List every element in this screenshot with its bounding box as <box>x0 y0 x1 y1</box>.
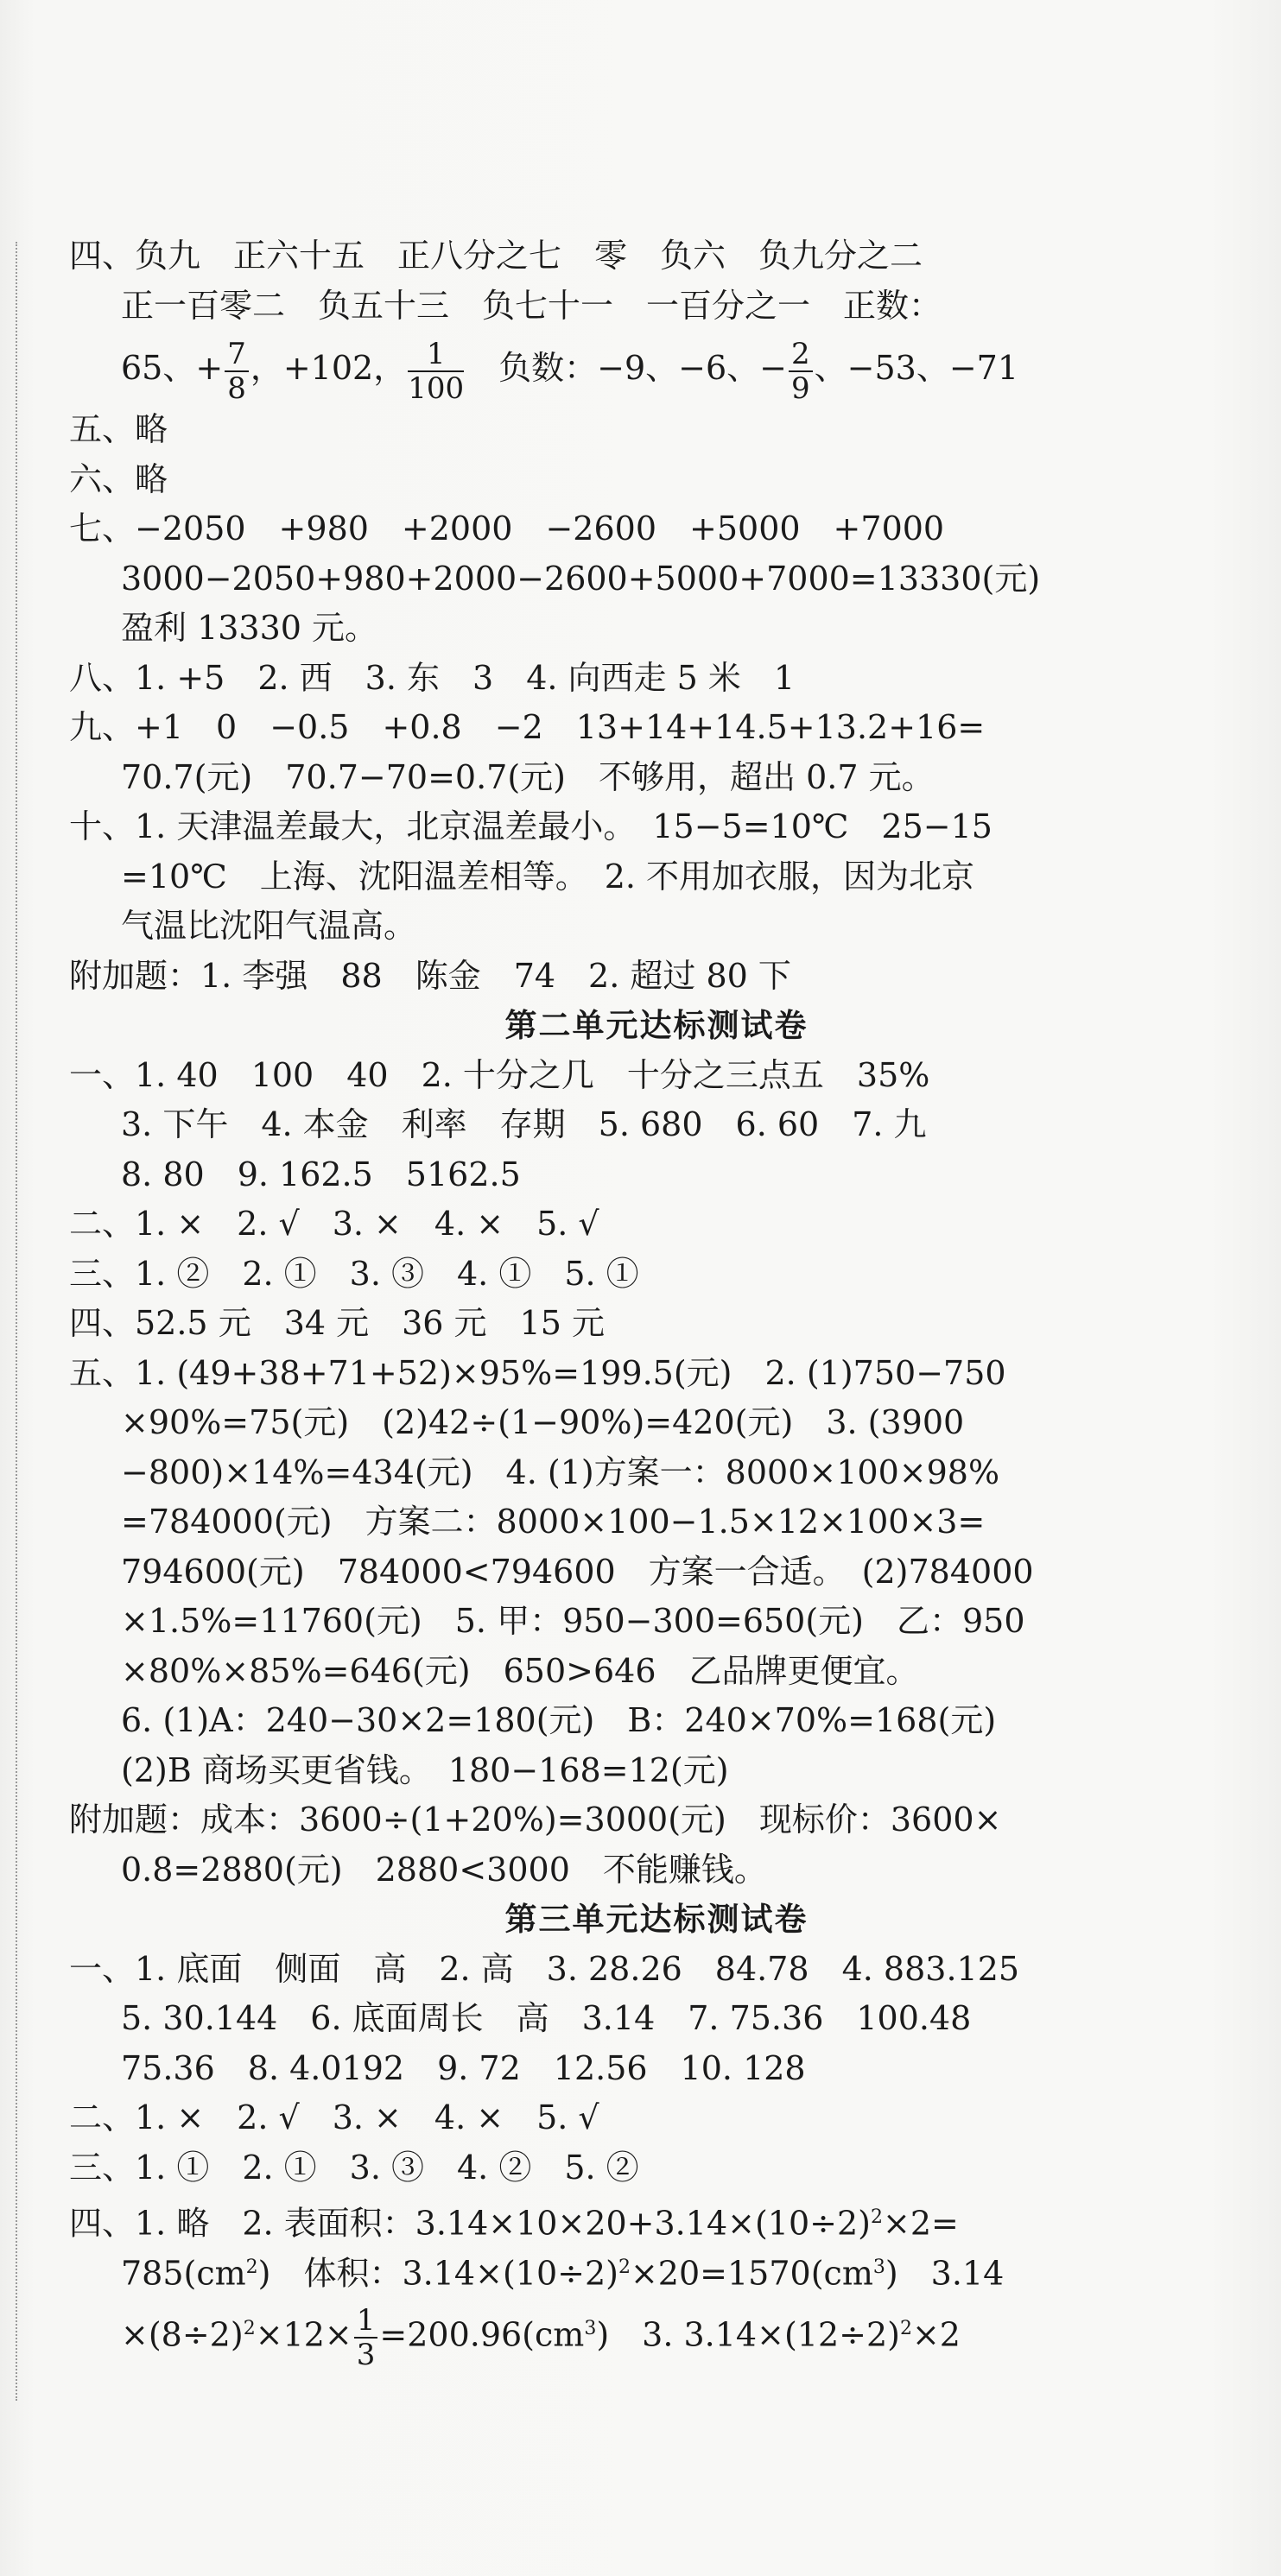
text-line: 一、1. 40 100 40 2. 十分之几 十分之三点五 35% <box>69 1055 930 1094</box>
exponent: 2 <box>245 2256 258 2278</box>
text-segment: ) 体积：3.14×(10÷2) <box>257 2254 618 2293</box>
fraction <box>408 338 464 405</box>
exponent: 3 <box>584 2318 597 2339</box>
text-line: 正一百零二 负五十三 负七十一 一百分之一 正数： <box>121 286 942 325</box>
section-heading: 第三单元达标测试卷 <box>504 1901 809 1938</box>
text-line: 六、略 <box>69 459 168 498</box>
text-line: 0.8=2880(元) 2880<3000 不能赚钱。 <box>121 1850 767 1889</box>
numerator: 1 <box>408 338 464 372</box>
text-segment: ×(8÷2) <box>121 2315 244 2354</box>
text-line: 八、1. +5 2. 西 3. 东 3 4. 向西走 5 米 1 <box>69 658 796 697</box>
text-line: ×80%×85%=646(元) 650>646 乙品牌更便宜。 <box>121 1651 919 1690</box>
text-segment: ×2 <box>911 2315 961 2354</box>
answer-content <box>69 231 1244 2373</box>
text-line: 二、1. × 2. √ 3. × 4. × 5. √ <box>69 2098 599 2136</box>
text-line: 附加题：成本：3600÷(1+20%)=3000(元) 现标价：3600× <box>69 1801 1002 1839</box>
text-line: 盈利 13330 元。 <box>121 609 378 647</box>
text-line-with-exponent <box>69 2243 1244 2293</box>
text-line: 5. 30.144 6. 底面周长 高 3.14 7. 75.36 100.48 <box>121 1999 972 2037</box>
numerator: 7 <box>225 338 249 372</box>
text-line: ×1.5%=11760(元) 5. 甲：950−300=650(元) 乙：950 <box>121 1602 1025 1640</box>
text-segment: ×20=1570(cm <box>630 2254 873 2293</box>
text-line: 70.7(元) 70.7−70=0.7(元) 不够用，超出 0.7 元。 <box>121 757 935 796</box>
denominator: 9 <box>791 370 810 406</box>
text-segment: 负数：−9、−6、− <box>466 349 787 387</box>
text-line: 三、1. ② 2. ① 3. ③ 4. ① 5. ① <box>69 1254 639 1293</box>
text-segment: =200.96(cm <box>379 2315 585 2354</box>
text-line: 七、−2050 +980 +2000 −2600 +5000 +7000 <box>69 510 945 547</box>
exponent: 2 <box>618 2256 631 2278</box>
text-line-with-exponent <box>69 2193 1244 2243</box>
text-segment: ×12× <box>255 2315 352 2354</box>
fraction <box>225 338 249 405</box>
text-line: =784000(元) 方案二：8000×100−1.5×12×100×3= <box>121 1503 986 1541</box>
text-line: 三、1. ① 2. ① 3. ③ 4. ② 5. ② <box>69 2148 639 2187</box>
text-line: 6. (1)A：240−30×2=180(元) B：240×70%=168(元) <box>121 1701 997 1739</box>
text-line: 3000−2050+980+2000−2600+5000+7000=13330(元) <box>121 559 1041 598</box>
text-line: 气温比沈阳气温高。 <box>121 907 417 945</box>
fraction <box>789 338 813 405</box>
text-segment: ) 3.14 <box>885 2254 1005 2293</box>
text-line: 四、负九 正六十五 正八分之七 零 负六 负九分之二 <box>69 237 923 275</box>
text-line: =10℃ 上海、沈阳温差相等。 2. 不用加衣服，因为北京 <box>121 857 975 896</box>
text-segment: ，+102， <box>250 349 407 387</box>
section-heading: 第二单元达标测试卷 <box>504 1007 809 1044</box>
text-line: 75.36 8. 4.0192 9. 72 12.56 10. 128 <box>121 2048 806 2087</box>
binding-margin-line <box>16 242 17 2401</box>
text-line: 3. 下午 4. 本金 利率 存期 5. 680 6. 60 7. 九 <box>121 1105 927 1143</box>
numerator: 2 <box>789 338 813 372</box>
exponent: 2 <box>870 2206 883 2228</box>
text-segment: 65、+ <box>121 349 224 387</box>
denominator: 100 <box>408 370 465 406</box>
text-line: 五、略 <box>69 410 168 448</box>
text-line-with-fractions <box>69 331 1244 405</box>
exponent: 2 <box>899 2318 912 2339</box>
text-line: 794600(元) 784000<794600 方案一合适。 (2)784000 <box>121 1552 1034 1591</box>
fraction <box>354 2304 378 2371</box>
text-line: 十、1. 天津温差最大，北京温差最小。 15−5=10℃ 25−15 <box>69 807 992 845</box>
denominator: 8 <box>227 370 246 406</box>
text-segment: ×2= <box>882 2204 959 2243</box>
exponent: 2 <box>243 2318 256 2339</box>
text-segment: 785(cm <box>121 2254 246 2293</box>
exponent: 3 <box>872 2256 885 2278</box>
text-line: 五、1. (49+38+71+52)×95%=199.5(元) 2. (1)750−750 <box>69 1353 1006 1392</box>
text-segment: 四、1. 略 2. 表面积：3.14×10×20+3.14×(10÷2) <box>69 2204 871 2243</box>
text-segment: 、−53、−71 <box>814 349 1019 387</box>
text-line-with-fraction <box>69 2292 1244 2373</box>
text-line: (2)B 商场买更省钱。 180−168=12(元) <box>121 1750 729 1789</box>
text-segment: ) 3. 3.14×(12÷2) <box>596 2315 900 2354</box>
text-line: 附加题：1. 李强 88 陈金 74 2. 超过 80 下 <box>69 956 791 995</box>
text-line: 四、52.5 元 34 元 36 元 15 元 <box>69 1304 605 1342</box>
text-line: 8. 80 9. 162.5 5162.5 <box>121 1155 521 1193</box>
text-line: ×90%=75(元) (2)42÷(1−90%)=420(元) 3. (3900 <box>121 1403 965 1441</box>
numerator: 1 <box>354 2304 378 2339</box>
text-line: 一、1. 底面 侧面 高 2. 高 3. 28.26 84.78 4. 883.125 <box>69 1949 1020 1988</box>
denominator: 3 <box>356 2338 376 2373</box>
text-line: 二、1. × 2. √ 3. × 4. × 5. √ <box>69 1205 599 1243</box>
text-line: 九、+1 0 −0.5 +0.8 −2 13+14+14.5+13.2+16= <box>69 708 986 746</box>
text-line: −800)×14%=434(元) 4. (1)方案一：8000×100×98% <box>121 1453 1000 1491</box>
